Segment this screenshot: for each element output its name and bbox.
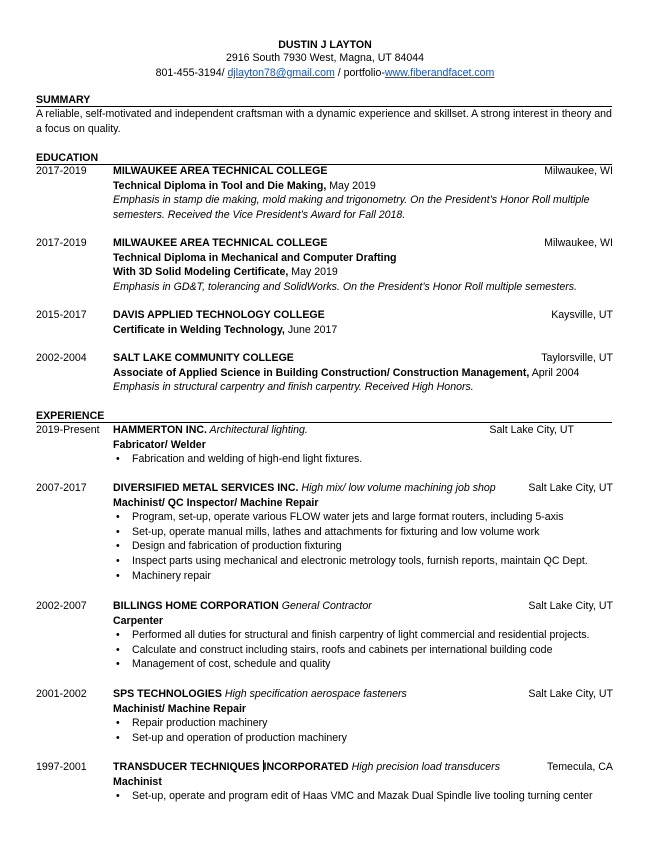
school-name: MILWAUKEE AREA TECHNICAL COLLEGE	[113, 165, 328, 177]
entry-location: Salt Lake City, UT	[528, 482, 613, 494]
entry-dates: 2017-2019	[36, 237, 87, 249]
entry-dates: 1997-2001	[36, 761, 87, 773]
phone: 801-455-3194/	[155, 67, 228, 79]
company-descriptor: Architectural lighting.	[206, 424, 308, 436]
company-line	[113, 687, 613, 702]
company-line	[113, 423, 613, 438]
list-item: • Inspect parts using mechanical and electronic metrology tools, furnish reports, maintain QC Dept.	[113, 554, 613, 569]
list-item: • Set-up and operation of production machinery	[113, 731, 613, 746]
school-name: SALT LAKE COMMUNITY COLLEGE	[113, 352, 294, 364]
entry-location: Milwaukee, WI	[544, 165, 613, 177]
portfolio-link[interactable]: www.fiberandfacet.com	[384, 67, 495, 79]
job-title: Machinist	[113, 775, 162, 788]
entry-location: Temecula, CA	[547, 761, 613, 773]
degree-date: May 2019	[326, 179, 376, 192]
company-line	[113, 481, 613, 496]
entry-location: Kaysville, UT	[551, 309, 613, 321]
school-name: DAVIS APPLIED TECHNOLOGY COLLEGE	[113, 309, 325, 321]
entry-body	[113, 164, 613, 222]
entry-dates: 2019-Present	[36, 424, 100, 436]
entry-dates: 2007-2017	[36, 482, 87, 494]
degree-line	[113, 265, 613, 280]
list-item: • Performed all duties for structural and finish carpentry of light commercial and residential projects.	[113, 628, 613, 643]
degree-date: May 2019	[288, 266, 338, 279]
degree: Certificate in Welding Technology,	[113, 323, 285, 336]
company-descriptor: High precision load transducers	[348, 761, 500, 773]
entry-dates: 2002-2007	[36, 600, 87, 612]
list-item: • Fabrication and welding of high-end light fixtures.	[113, 452, 613, 467]
degree-line	[113, 366, 613, 381]
entry-location: Salt Lake City, UT	[528, 600, 613, 612]
list-item: • Machinery repair	[113, 569, 613, 584]
entry-body	[113, 236, 613, 294]
entry-location: Milwaukee, WI	[544, 237, 613, 249]
degree-line	[113, 179, 613, 194]
list-item: • Repair production machinery	[113, 716, 613, 731]
job-title: Machinist/ QC Inspector/ Machine Repair	[113, 496, 319, 509]
summary-text: A reliable, self-motivated and independent craftsman with a dynamic experience and skillset. A strong interest in theory and a focus on quality.	[36, 108, 612, 135]
entry-dates: 2017-2019	[36, 165, 87, 177]
job-title: Machinist/ Machine Repair	[113, 702, 247, 715]
list-item: • Calculate and construct including stairs, roofs and cabinets per international building code	[113, 643, 613, 658]
portfolio-prefix: / portfolio-	[334, 67, 385, 79]
entry-location: Salt Lake City, UT	[489, 424, 574, 436]
company-line	[113, 760, 613, 775]
experience-heading: EXPERIENCE	[36, 410, 612, 423]
company-descriptor: High mix/ low volume machining job shop	[298, 482, 496, 494]
duties-list	[113, 716, 613, 745]
summary-heading: SUMMARY	[36, 94, 612, 107]
address: 2916 South 7930 West, Magna, UT 84044	[225, 52, 425, 64]
company-descriptor: General Contractor	[278, 600, 372, 612]
company-line	[113, 599, 613, 614]
education-heading: EDUCATION	[36, 152, 612, 165]
entry-body	[113, 760, 613, 804]
entry-body	[113, 308, 613, 337]
entry-body	[113, 351, 613, 395]
company-name: BILLINGS HOME CORPORATION	[113, 600, 279, 612]
entry-body	[113, 481, 613, 583]
degree: Associate of Applied Science in Building Construction/ Construction Management,	[113, 366, 530, 379]
entry-location: Taylorsville, UT	[541, 352, 613, 364]
company-name: TRANSDUCER TECHNIQUES	[113, 761, 263, 773]
education-note: Emphasis in structural carpentry and finish carpentry. Received High Honors.	[113, 381, 474, 394]
company-descriptor: High specification aerospace fasteners	[221, 688, 407, 700]
entry-dates: 2001-2002	[36, 688, 87, 700]
degree-continued: With 3D Solid Modeling Certificate,	[113, 266, 289, 279]
email-link[interactable]: djlayton78@gmail.com	[227, 67, 335, 79]
entry-body	[113, 687, 613, 745]
duties-list	[113, 628, 613, 672]
degree-line	[113, 323, 613, 338]
entry-dates: 2002-2004	[36, 352, 87, 364]
degree: Technical Diploma in Tool and Die Making,	[113, 179, 327, 192]
list-item: • Set-up, operate and program edit of Haas VMC and Mazak Dual Spindle live tooling turning center	[113, 789, 613, 804]
job-title: Carpenter	[113, 614, 164, 627]
company-name: DIVERSIFIED METAL SERVICES INC.	[113, 482, 299, 494]
entry-body	[113, 423, 613, 467]
degree-date: June 2017	[284, 323, 338, 336]
company-name-continued: INCORPORATED	[263, 761, 349, 773]
degree: Technical Diploma in Mechanical and Computer Drafting	[113, 251, 397, 264]
entry-body	[113, 599, 613, 672]
list-item: • Program, set-up, operate various FLOW water jets and large format routers, including 5-axis	[113, 510, 613, 525]
resume-name: DUSTIN J LAYTON	[278, 39, 372, 51]
duties-list	[113, 510, 613, 583]
company-name: HAMMERTON INC.	[113, 424, 207, 436]
list-item: • Design and fabrication of production fixturing	[113, 539, 613, 554]
education-note: Emphasis in stamp die making, mold making and trigonometry. On the President’s Honor Roll multiple semesters. Received the Vice President’s Award for Fall 2018.	[113, 194, 590, 221]
contact-line	[0, 66, 650, 81]
entry-location: Salt Lake City, UT	[528, 688, 613, 700]
job-title: Fabricator/ Welder	[113, 438, 206, 451]
degree-date: April 2004	[529, 366, 580, 379]
duties-list	[113, 789, 613, 804]
list-item: • Management of cost, schedule and quality	[113, 657, 613, 672]
duties-list	[113, 452, 613, 467]
list-item: • Set-up, operate manual mills, lathes and attachments for fixturing and low volume work	[113, 525, 613, 540]
entry-dates: 2015-2017	[36, 309, 87, 321]
school-name: MILWAUKEE AREA TECHNICAL COLLEGE	[113, 237, 328, 249]
education-note: Emphasis in GD&T, tolerancing and SolidWorks. On the President’s Honor Roll multiple semesters.	[113, 280, 577, 293]
company-name: SPS TECHNOLOGIES	[113, 688, 222, 700]
